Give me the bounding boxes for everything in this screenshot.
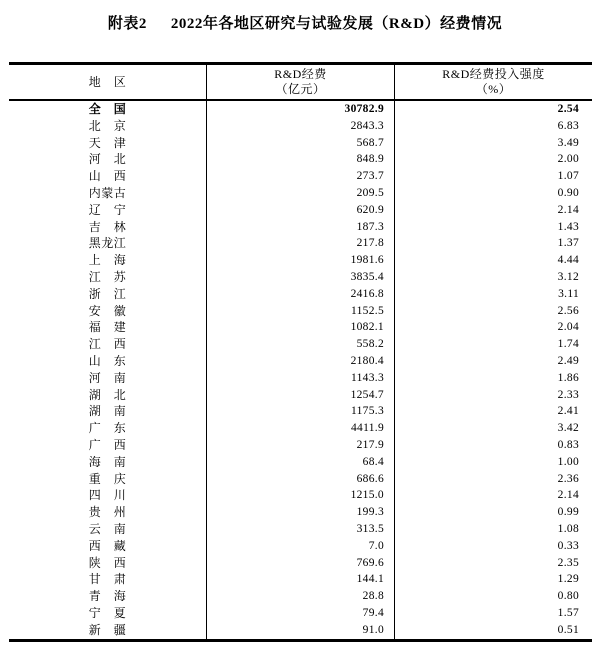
expenditure-cell: 91.0: [207, 622, 395, 639]
expenditure-cell: 1152.5: [207, 303, 395, 320]
table-row: [9, 303, 592, 320]
table-row: [9, 319, 592, 336]
expenditure-cell: 7.0: [207, 538, 395, 555]
table-row: [9, 370, 592, 387]
table-row: [9, 420, 592, 437]
expenditure-cell: 2416.8: [207, 286, 395, 303]
table-row: [9, 454, 592, 471]
region-cell: 江 苏: [9, 269, 207, 286]
intensity-cell: 2.33: [557, 388, 579, 401]
intensity-cell: 6.83: [557, 119, 579, 132]
intensity-cell: 1.08: [557, 522, 579, 535]
expenditure-cell: 217.8: [207, 235, 395, 252]
intensity-cell: 2.00: [557, 153, 579, 166]
intensity-cell: 0.83: [557, 438, 579, 451]
table-row: [9, 538, 592, 555]
table-row: [9, 135, 592, 152]
region-cell: 全 国: [9, 101, 207, 118]
intensity-cell: 1.37: [557, 237, 579, 250]
table-row: [9, 487, 592, 504]
table-row: [9, 437, 592, 454]
region-cell: 宁 夏: [9, 605, 207, 622]
intensity-cell: 2.04: [557, 321, 579, 334]
expenditure-cell: 217.9: [207, 437, 395, 454]
table-row: [9, 219, 592, 236]
region-cell: 云 南: [9, 521, 207, 538]
intensity-cell: 1.43: [557, 220, 579, 233]
intensity-cell: 2.56: [557, 304, 579, 317]
table-row: [9, 521, 592, 538]
intensity-cell: 1.29: [557, 573, 579, 586]
table-row: [9, 336, 592, 353]
expenditure-cell: 1143.3: [207, 370, 395, 387]
expenditure-cell: 28.8: [207, 588, 395, 605]
region-cell: 江 西: [9, 336, 207, 353]
expenditure-cell: 620.9: [207, 202, 395, 219]
region-cell: 湖 北: [9, 387, 207, 404]
intensity-cell: 2.41: [557, 405, 579, 418]
expenditure-cell: 1215.0: [207, 487, 395, 504]
rd-expenditure-table: [9, 62, 592, 642]
table-row: [9, 185, 592, 202]
table-row: [9, 118, 592, 135]
expenditure-cell: 769.6: [207, 555, 395, 572]
region-cell: 上 海: [9, 252, 207, 269]
table-row: [9, 571, 592, 588]
column-header-region: [9, 65, 207, 99]
region-cell: 天 津: [9, 135, 207, 152]
expenditure-cell: 2843.3: [207, 118, 395, 135]
expenditure-cell: 686.6: [207, 471, 395, 488]
column-header-intensity: [395, 65, 592, 99]
table-row: [9, 202, 592, 219]
region-cell: 贵 州: [9, 504, 207, 521]
table-row: [9, 269, 592, 286]
table-row: [9, 605, 592, 622]
region-cell: 福 建: [9, 319, 207, 336]
expenditure-cell: 568.7: [207, 135, 395, 152]
intensity-cell: 2.14: [557, 203, 579, 216]
region-cell: 内蒙古: [9, 185, 207, 202]
region-cell: 陕 西: [9, 555, 207, 572]
expenditure-cell: 1254.7: [207, 387, 395, 404]
column-header-expenditure: [207, 65, 395, 99]
region-cell: 四 川: [9, 487, 207, 504]
intensity-cell: 3.11: [558, 287, 579, 300]
table-row: [9, 403, 592, 420]
expenditure-cell: 30782.9: [207, 101, 395, 118]
table-row: [9, 151, 592, 168]
intensity-cell: 1.57: [557, 606, 579, 619]
expenditure-cell: 313.5: [207, 521, 395, 538]
expenditure-cell: 187.3: [207, 219, 395, 236]
intensity-cell: 0.90: [557, 186, 579, 199]
intensity-cell: 1.86: [557, 371, 579, 384]
expenditure-header-line1: R&D经费: [274, 67, 327, 81]
region-cell: 北 京: [9, 118, 207, 135]
expenditure-cell: 848.9: [207, 151, 395, 168]
expenditure-cell: 4411.9: [207, 420, 395, 437]
region-header-label: 地 区: [88, 74, 127, 89]
region-cell: 西 藏: [9, 538, 207, 555]
expenditure-cell: 3835.4: [207, 269, 395, 286]
expenditure-cell: 1981.6: [207, 252, 395, 269]
table-row: [9, 101, 592, 118]
table-row: [9, 555, 592, 572]
table-row: [9, 471, 592, 488]
table-row: [9, 235, 592, 252]
intensity-cell: 0.33: [557, 539, 579, 552]
table-row: [9, 353, 592, 370]
region-cell: 广 东: [9, 420, 207, 437]
intensity-cell: 2.36: [557, 472, 579, 485]
region-cell: 浙 江: [9, 286, 207, 303]
table-row: [9, 387, 592, 404]
intensity-cell: 0.99: [557, 506, 579, 519]
expenditure-cell: 144.1: [207, 571, 395, 588]
region-cell: 甘 肃: [9, 571, 207, 588]
intensity-cell: 2.54: [557, 103, 579, 115]
intensity-header-line1: R&D经费投入强度: [442, 67, 545, 81]
region-cell: 湖 南: [9, 403, 207, 420]
region-cell: 吉 林: [9, 219, 207, 236]
title-text: 2022年各地区研究与试验发展（R&D）经费情况: [170, 16, 503, 32]
intensity-cell: 1.74: [557, 338, 579, 351]
expenditure-cell: 273.7: [207, 168, 395, 185]
region-cell: 河 北: [9, 151, 207, 168]
page-title: [0, 12, 610, 33]
region-cell: 青 海: [9, 588, 207, 605]
expenditure-cell: 1082.1: [207, 319, 395, 336]
table-row: [9, 504, 592, 521]
table-row: [9, 286, 592, 303]
table-header-row: [9, 65, 592, 101]
expenditure-cell: 1175.3: [207, 403, 395, 420]
region-cell: 山 西: [9, 168, 207, 185]
intensity-cell: 2.14: [557, 489, 579, 502]
table-row: [9, 622, 592, 639]
region-cell: 山 东: [9, 353, 207, 370]
region-cell: 黑龙江: [9, 235, 207, 252]
expenditure-cell: 79.4: [207, 605, 395, 622]
intensity-cell: 4.44: [557, 254, 579, 267]
intensity-cell: 3.49: [557, 136, 579, 149]
expenditure-cell: 558.2: [207, 336, 395, 353]
table-row: [9, 588, 592, 605]
intensity-cell: 3.12: [557, 270, 579, 283]
intensity-cell: 2.49: [557, 354, 579, 367]
table-row: [9, 168, 592, 185]
region-cell: 辽 宁: [9, 202, 207, 219]
intensity-cell: 3.42: [557, 422, 579, 435]
intensity-cell: 0.51: [557, 623, 579, 636]
region-cell: 广 西: [9, 437, 207, 454]
expenditure-cell: 2180.4: [207, 353, 395, 370]
intensity-cell: 0.80: [557, 590, 579, 603]
expenditure-cell: 209.5: [207, 185, 395, 202]
intensity-header-line2: （%）: [475, 82, 512, 96]
table-number-label: 附表2: [107, 16, 147, 32]
intensity-cell: 1.00: [557, 455, 579, 468]
intensity-cell: 1.07: [557, 170, 579, 183]
expenditure-header-line2: （亿元）: [275, 82, 326, 96]
region-cell: 重 庆: [9, 471, 207, 488]
region-cell: 河 南: [9, 370, 207, 387]
region-cell: 新 疆: [9, 622, 207, 639]
region-cell: 海 南: [9, 454, 207, 471]
table-body: [9, 101, 592, 639]
intensity-cell: 2.35: [557, 556, 579, 569]
expenditure-cell: 68.4: [207, 454, 395, 471]
table-row: [9, 252, 592, 269]
expenditure-cell: 199.3: [207, 504, 395, 521]
region-cell: 安 徽: [9, 303, 207, 320]
